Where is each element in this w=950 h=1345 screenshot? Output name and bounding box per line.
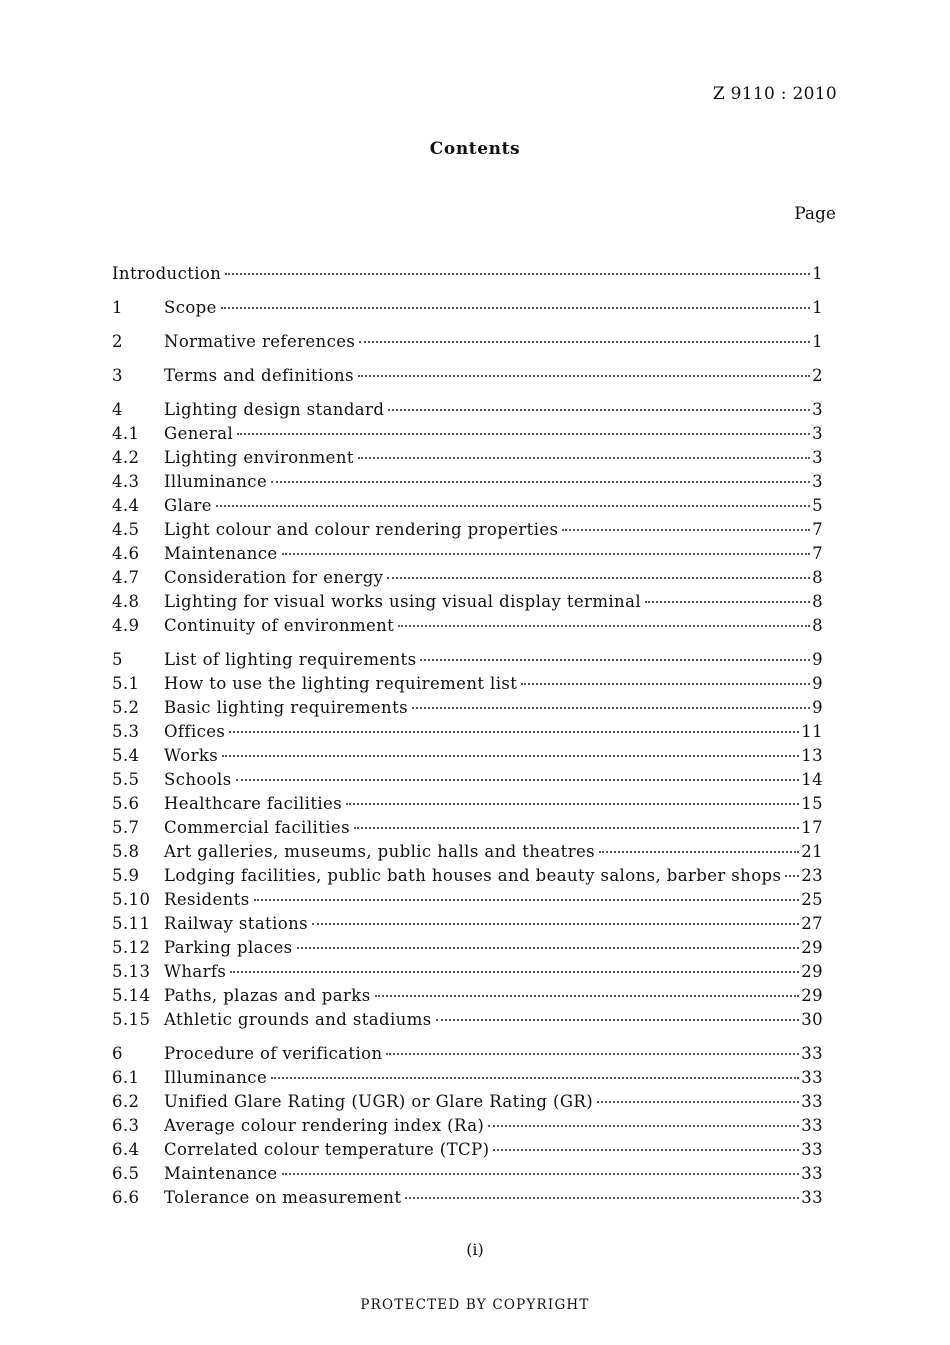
toc-entry-title: Offices [164, 722, 226, 741]
toc-leader-dots [229, 731, 799, 733]
toc-entry-page: 33 [801, 1140, 823, 1159]
toc-leader-dots [597, 1101, 799, 1103]
toc-leader-dots [312, 923, 799, 925]
toc-entry-page: 9 [812, 698, 823, 717]
toc-entry[interactable] [112, 722, 823, 746]
toc-entry-title: Railway stations [164, 914, 308, 933]
toc-entry[interactable] [112, 496, 823, 520]
toc-leader-dots [388, 409, 810, 411]
toc-leader-dots [359, 341, 810, 343]
toc-leader-dots [237, 433, 810, 435]
toc-entry-page: 33 [801, 1116, 823, 1135]
toc-entry-page: 8 [812, 616, 823, 635]
toc-entry-page: 21 [801, 842, 823, 861]
toc-entry[interactable] [112, 914, 823, 938]
toc-entry-number: 5.7 [112, 818, 140, 837]
toc-entry-title: Lodging facilities, public bath houses and beauty salons, barber shops [164, 866, 782, 885]
toc-entry-page: 11 [801, 722, 823, 741]
toc-entry[interactable] [112, 544, 823, 568]
toc-entry-page: 33 [801, 1044, 823, 1063]
toc-entry-page: 13 [801, 746, 823, 765]
toc-entry-page: 30 [801, 1010, 823, 1029]
toc-leader-dots [358, 375, 810, 377]
page-title: Contents [429, 139, 521, 159]
copyright-notice: PROTECTED BY COPYRIGHT [360, 1297, 590, 1313]
toc-entry[interactable] [112, 866, 823, 890]
toc-entry-title: Illuminance [164, 472, 268, 491]
toc-entry-page: 33 [801, 1092, 823, 1111]
toc-leader-dots [562, 529, 810, 531]
toc-entry[interactable] [112, 794, 823, 818]
toc-entry[interactable] [112, 1010, 823, 1034]
toc-entry-number: 4.9 [112, 616, 140, 635]
toc-entry-title: Continuity of environment [164, 616, 395, 635]
toc-leader-dots [216, 505, 810, 507]
toc-entry[interactable] [112, 818, 823, 842]
toc-leader-dots [271, 481, 810, 483]
toc-entry-title: List of lighting requirements [164, 650, 417, 669]
toc-entry-title: Maintenance [164, 544, 278, 563]
toc-entry[interactable] [112, 746, 823, 770]
toc-entry[interactable] [112, 890, 823, 914]
toc-group [112, 650, 823, 1034]
toc-entry-number: 1 [112, 298, 123, 317]
toc-entry-page: 3 [812, 472, 823, 491]
toc-entry[interactable] [112, 332, 823, 356]
toc-entry-title: Schools [164, 770, 232, 789]
toc-entry-page: 2 [812, 366, 823, 385]
toc-entry-page: 15 [801, 794, 823, 813]
toc-entry-number: 5.1 [112, 674, 140, 693]
toc-entry-page: 3 [812, 400, 823, 419]
toc-leader-dots [271, 1077, 799, 1079]
toc-entry[interactable] [112, 298, 823, 322]
toc-entry-title: Works [164, 746, 219, 765]
toc-entry-page: 33 [801, 1188, 823, 1207]
toc-leader-dots [358, 457, 810, 459]
toc-group [112, 400, 823, 640]
toc-leader-dots [236, 779, 800, 781]
toc-entry-number: 2 [112, 332, 123, 351]
toc-entry-number: 5.5 [112, 770, 140, 789]
toc-entry[interactable] [112, 650, 823, 674]
toc-entry-title: Average colour rendering index (Ra) [164, 1116, 485, 1135]
toc-entry-number: 4.7 [112, 568, 140, 587]
toc-entry-page: 23 [801, 866, 823, 885]
toc-entry[interactable] [112, 400, 823, 424]
toc-entry-page: 3 [812, 424, 823, 443]
toc-entry-number: 5 [112, 650, 123, 669]
toc-entry[interactable] [112, 592, 823, 616]
toc-entry-page: 29 [801, 986, 823, 1005]
toc-entry-number: 5.11 [112, 914, 151, 933]
toc-entry-page: 7 [812, 544, 823, 563]
toc-entry-number: 6.4 [112, 1140, 140, 1159]
toc-leader-dots [386, 1053, 799, 1055]
toc-entry-number: 4 [112, 400, 123, 419]
toc-entry-title: Correlated colour temperature (TCP) [164, 1140, 490, 1159]
toc-entry-page: 3 [812, 448, 823, 467]
toc-leader-dots [230, 971, 799, 973]
toc-entry-title: Lighting design standard [164, 400, 385, 419]
toc-entry[interactable] [112, 938, 823, 962]
toc-entry-title: Lighting environment [164, 448, 354, 467]
toc-entry-title: Lighting for visual works using visual display terminal [164, 592, 641, 611]
toc-entry-title: Terms and definitions [164, 366, 354, 385]
toc-group [112, 264, 823, 288]
toc-entry-number: 4.4 [112, 496, 140, 515]
document-id: Z 9110 : 2010 [712, 84, 837, 104]
toc-leader-dots [599, 851, 799, 853]
toc-entry[interactable] [112, 448, 823, 472]
toc-leader-dots [282, 553, 811, 555]
toc-entry-number: 4.6 [112, 544, 140, 563]
toc-entry[interactable] [112, 1092, 823, 1116]
toc-entry-page: 7 [812, 520, 823, 539]
toc-entry-title: Light colour and colour rendering properties [164, 520, 559, 539]
toc-leader-dots [412, 707, 810, 709]
toc-entry[interactable] [112, 698, 823, 722]
toc-entry-number: 5.15 [112, 1010, 151, 1029]
toc-entry-number: 4.8 [112, 592, 140, 611]
toc-entry-page: 9 [812, 650, 823, 669]
toc-entry-title: Unified Glare Rating (UGR) or Glare Rating (GR) [164, 1092, 594, 1111]
toc-leader-dots [221, 307, 810, 309]
toc-leader-dots [254, 899, 800, 901]
page-column-label: Page [794, 204, 836, 224]
toc-entry-page: 33 [801, 1068, 823, 1087]
toc-entry-title: Normative references [164, 332, 356, 351]
toc-entry[interactable] [112, 616, 823, 640]
toc-leader-dots [436, 1019, 800, 1021]
toc-entry-number: 6.2 [112, 1092, 140, 1111]
toc-leader-dots [297, 947, 800, 949]
toc-entry[interactable] [112, 1068, 823, 1092]
toc-entry-page: 1 [812, 264, 823, 283]
toc-leader-dots [493, 1149, 799, 1151]
toc-entry-title: Commercial facilities [164, 818, 350, 837]
footer-page-number: (i) [466, 1240, 484, 1259]
toc-entry-page: 1 [812, 298, 823, 317]
toc-entry[interactable] [112, 986, 823, 1010]
toc-entry-title: Paths, plazas and parks [164, 986, 371, 1005]
toc-leader-dots [488, 1125, 799, 1127]
toc-leader-dots [222, 755, 799, 757]
toc-entry-page: 8 [812, 568, 823, 587]
toc-entry[interactable] [112, 366, 823, 390]
toc-entry-page: 29 [801, 938, 823, 957]
toc-group [112, 1044, 823, 1212]
toc-entry-page: 33 [801, 1164, 823, 1183]
toc-entry-page: 25 [801, 890, 823, 909]
toc-entry-page: 5 [812, 496, 823, 515]
toc-entry-title: Consideration for energy [164, 568, 384, 587]
toc-leader-dots [785, 875, 799, 877]
toc-entry-number: 5.12 [112, 938, 151, 957]
toc-entry-title: Residents [164, 890, 250, 909]
toc-entry-page: 29 [801, 962, 823, 981]
toc-entry-title: Maintenance [164, 1164, 278, 1183]
toc-entry-page: 1 [812, 332, 823, 351]
toc-entry[interactable] [112, 1164, 823, 1188]
toc-entry-page: 27 [801, 914, 823, 933]
toc-entry-number: 5.10 [112, 890, 151, 909]
toc-entry-title: Introduction [112, 264, 222, 283]
toc-leader-dots [375, 995, 800, 997]
toc-entry-title: Basic lighting requirements [164, 698, 408, 717]
toc-entry[interactable] [112, 424, 823, 448]
toc-entry-number: 6.1 [112, 1068, 140, 1087]
toc-group [112, 298, 823, 322]
toc-entry-title: Illuminance [164, 1068, 268, 1087]
toc-leader-dots [645, 601, 810, 603]
toc-entry-number: 4.3 [112, 472, 140, 491]
toc-entry-number: 5.3 [112, 722, 140, 741]
toc-entry-page: 9 [812, 674, 823, 693]
toc-leader-dots [346, 803, 799, 805]
toc-entry-title: How to use the lighting requirement list [164, 674, 518, 693]
toc-group [112, 332, 823, 356]
toc-entry[interactable] [112, 520, 823, 544]
toc-entry-number: 3 [112, 366, 123, 385]
toc-entry[interactable] [112, 770, 823, 794]
toc-entry[interactable] [112, 264, 823, 288]
toc-entry-number: 4.5 [112, 520, 140, 539]
toc-entry-title: Wharfs [164, 962, 227, 981]
toc-leader-dots [354, 827, 799, 829]
toc-entry-number: 6.3 [112, 1116, 140, 1135]
toc-entry-number: 4.2 [112, 448, 140, 467]
toc-entry[interactable] [112, 1044, 823, 1068]
toc-entry-number: 6.6 [112, 1188, 140, 1207]
toc-entry-number: 5.14 [112, 986, 151, 1005]
toc-entry-number: 5.8 [112, 842, 140, 861]
toc-leader-dots [398, 625, 810, 627]
toc-entry-title: Procedure of verification [164, 1044, 383, 1063]
toc-entry[interactable] [112, 1140, 823, 1164]
toc-entry-page: 14 [801, 770, 823, 789]
toc-entry-number: 4.1 [112, 424, 140, 443]
toc-entry-number: 5.9 [112, 866, 140, 885]
toc-entry[interactable] [112, 568, 823, 592]
table-of-contents [112, 264, 823, 1222]
toc-entry-number: 5.13 [112, 962, 151, 981]
toc-entry-title: Tolerance on measurement [164, 1188, 402, 1207]
toc-leader-dots [225, 273, 810, 275]
toc-leader-dots [521, 683, 810, 685]
toc-entry-title: Glare [164, 496, 212, 515]
toc-entry-page: 8 [812, 592, 823, 611]
toc-entry[interactable] [112, 842, 823, 866]
toc-leader-dots [387, 577, 810, 579]
toc-entry-number: 5.6 [112, 794, 140, 813]
toc-entry-number: 5.4 [112, 746, 140, 765]
toc-entry-number: 5.2 [112, 698, 140, 717]
toc-leader-dots [282, 1173, 800, 1175]
toc-entry[interactable] [112, 1188, 823, 1212]
toc-leader-dots [420, 659, 810, 661]
toc-entry-title: Parking places [164, 938, 293, 957]
toc-entry-title: General [164, 424, 234, 443]
toc-entry-title: Healthcare facilities [164, 794, 343, 813]
toc-entry[interactable] [112, 1116, 823, 1140]
toc-entry-title: Scope [164, 298, 217, 317]
toc-entry[interactable] [112, 962, 823, 986]
toc-leader-dots [405, 1197, 799, 1199]
toc-entry-number: 6.5 [112, 1164, 140, 1183]
toc-entry-title: Athletic grounds and stadiums [164, 1010, 432, 1029]
toc-group [112, 366, 823, 390]
toc-entry[interactable] [112, 472, 823, 496]
toc-entry[interactable] [112, 674, 823, 698]
toc-entry-title: Art galleries, museums, public halls and theatres [164, 842, 596, 861]
toc-entry-number: 6 [112, 1044, 123, 1063]
toc-entry-page: 17 [801, 818, 823, 837]
